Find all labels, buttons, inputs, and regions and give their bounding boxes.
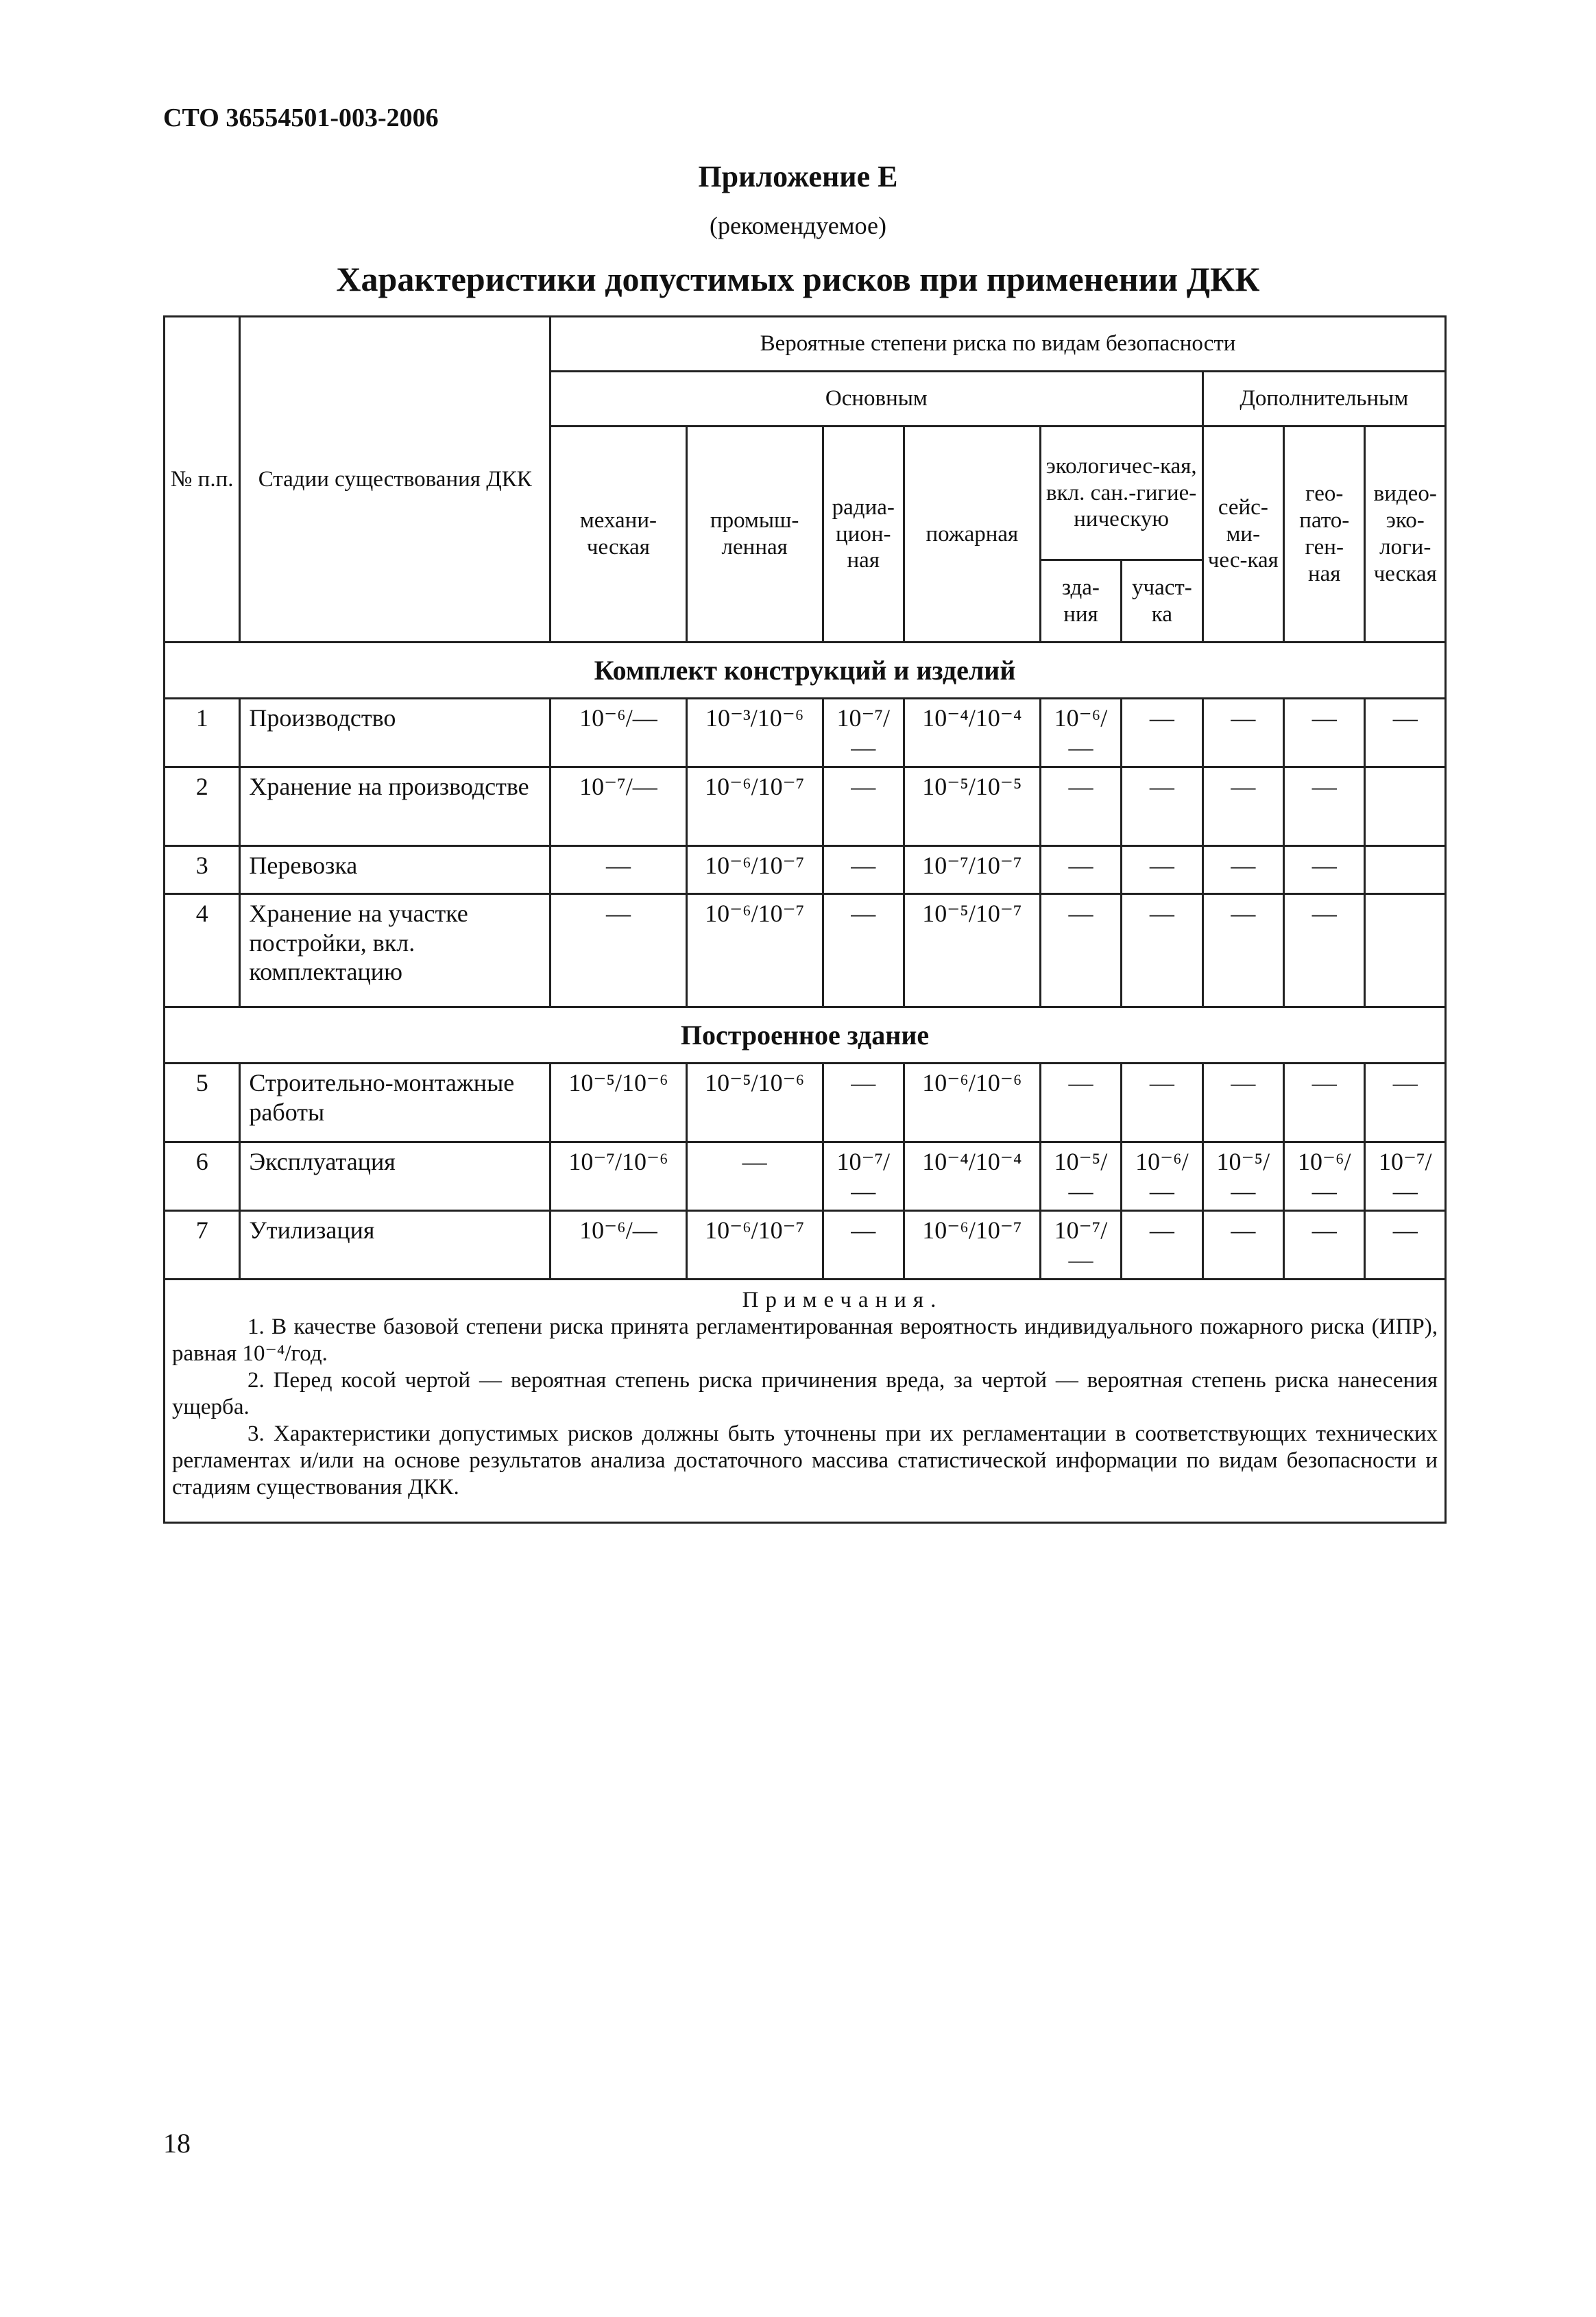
risk-cell: — [823, 1211, 904, 1280]
header-num: № п.п. [165, 317, 240, 643]
risk-cell: 10⁻⁷/10⁻⁶ [551, 1142, 687, 1211]
risk-cell: 10⁻⁶/— [1040, 699, 1121, 767]
risk-cell: 10⁻⁶/10⁻⁷ [686, 846, 823, 894]
header-fire: пожарная [904, 427, 1040, 643]
risk-cell: — [1284, 846, 1365, 894]
header-prom: промыш-ленная [686, 427, 823, 643]
row-number: 5 [165, 1064, 240, 1142]
risk-cell: 10⁻⁷/— [823, 1142, 904, 1211]
risk-cell: 10⁻⁷/10⁻⁷ [904, 846, 1040, 894]
risk-cell: — [1122, 1064, 1202, 1142]
risk-cell: — [1284, 767, 1365, 846]
risk-cell: — [1040, 767, 1121, 846]
section-title: Комплект конструкций и изделий [165, 643, 1446, 699]
notes-title: Примечания. [742, 1288, 943, 1313]
risk-cell: 10⁻⁶/— [551, 699, 687, 767]
risk-cell: 10⁻⁶/10⁻⁷ [904, 1211, 1040, 1280]
risk-cell: — [1122, 767, 1202, 846]
risk-cell: — [1202, 894, 1283, 1007]
header-stage: Стадии существования ДКК [240, 317, 551, 643]
header-rad: радиа-цион-ная [823, 427, 904, 643]
risk-cell: 10⁻⁷/— [823, 699, 904, 767]
row-stage: Строительно-монтажные работы [240, 1064, 551, 1142]
row-stage: Хранение на участке постройки, вкл. комплектацию [240, 894, 551, 1007]
risk-cell: — [1202, 767, 1283, 846]
header-mech: механи-ческая [551, 427, 687, 643]
risk-cell [1365, 894, 1446, 1007]
risk-cell: — [823, 846, 904, 894]
risk-cell: 10⁻⁴/10⁻⁴ [904, 699, 1040, 767]
risk-cell: 10⁻⁶/10⁻⁷ [686, 1211, 823, 1280]
risk-cell: — [1365, 1064, 1446, 1142]
risk-cell: — [1284, 894, 1365, 1007]
note-item: 1. В качестве базовой степени риска принята регламентированная вероятность индивидуального пожарного риска (ИПР), равная 10⁻⁴/год. [172, 1314, 1438, 1367]
header-video: видео-эко-логи-ческая [1365, 427, 1446, 643]
risk-cell: — [1202, 699, 1283, 767]
table-row [165, 1142, 1446, 1211]
risk-cell: — [1122, 699, 1202, 767]
section-title: Построенное здание [165, 1007, 1446, 1064]
risk-cell: 10⁻⁷/— [551, 767, 687, 846]
risk-cell: 10⁻⁷/— [1365, 1142, 1446, 1211]
header-main: Основным [551, 372, 1203, 427]
risk-cell: — [823, 894, 904, 1007]
note-item: 3. Характеристики допустимых рисков должны быть уточнены при их регламентации в соответствующих технических регламентах и/или на основе результатов анализа достаточного массива статистической информации по видам безопасности и стадиям существования ДКК. [172, 1421, 1438, 1500]
row-number: 2 [165, 767, 240, 846]
risk-cell: — [1040, 894, 1121, 1007]
risk-cell: 10⁻⁶/10⁻⁶ [904, 1064, 1040, 1142]
risk-cell: 10⁻⁶/10⁻⁷ [686, 767, 823, 846]
row-stage: Эксплуатация [240, 1142, 551, 1211]
risk-cell: — [1040, 1064, 1121, 1142]
header-geo: гео-пато-ген-ная [1284, 427, 1365, 643]
row-stage: Производство [240, 699, 551, 767]
risk-cell: — [1365, 1211, 1446, 1280]
row-number: 6 [165, 1142, 240, 1211]
risk-cell [1365, 846, 1446, 894]
risk-cell: — [1122, 894, 1202, 1007]
appendix-title: Приложение Е [698, 160, 898, 193]
risk-cell: 10⁻⁶/— [551, 1211, 687, 1280]
header-eco-building: зда-ния [1040, 560, 1121, 643]
risk-cell: 10⁻⁵/10⁻⁷ [904, 894, 1040, 1007]
header-additional: Дополнительным [1202, 372, 1445, 427]
risk-cell: 10⁻⁷/— [1040, 1211, 1121, 1280]
header-eco: экологичес-кая, вкл. сан.-гигие-ническую [1040, 427, 1202, 560]
header-group: Вероятные степени риска по видам безопасности [551, 317, 1446, 372]
risk-cell: — [686, 1142, 823, 1211]
risk-cell: — [823, 1064, 904, 1142]
risk-cell: 10⁻⁵/— [1202, 1142, 1283, 1211]
risk-cell: — [823, 767, 904, 846]
risk-cell: 10⁻⁴/10⁻⁴ [904, 1142, 1040, 1211]
row-number: 1 [165, 699, 240, 767]
risk-cell: — [1122, 846, 1202, 894]
risk-cell: — [551, 894, 687, 1007]
note-item: 2. Перед косой чертой — вероятная степень риска причинения вреда, за чертой — вероятная степень риска нанесения ущерба. [172, 1368, 1438, 1419]
risk-cell [1365, 767, 1446, 846]
risk-cell: 10⁻⁶/— [1122, 1142, 1202, 1211]
risk-cell: — [1122, 1211, 1202, 1280]
row-stage: Утилизация [240, 1211, 551, 1280]
risk-cell: 10⁻⁵/— [1040, 1142, 1121, 1211]
table-row [165, 894, 1446, 1007]
risk-cell: — [1040, 846, 1121, 894]
risk-cell: 10⁻⁵/10⁻⁵ [904, 767, 1040, 846]
document-code: СТО 36554501-003-2006 [163, 104, 439, 132]
table-row [165, 699, 1446, 767]
notes-block [165, 1280, 1446, 1523]
row-stage: Хранение на производстве [240, 767, 551, 846]
header-eco-site: участ-ка [1122, 560, 1202, 643]
risk-cell: — [1284, 1211, 1365, 1280]
appendix-subtitle: (рекомендуемое) [710, 212, 886, 239]
risk-cell: — [1365, 699, 1446, 767]
risk-cell: — [1202, 846, 1283, 894]
risk-cell: — [1284, 699, 1365, 767]
risk-cell: 10⁻⁶/10⁻⁷ [686, 894, 823, 1007]
row-stage: Перевозка [240, 846, 551, 894]
risk-cell: 10⁻³/10⁻⁶ [686, 699, 823, 767]
table-row [165, 846, 1446, 894]
table-row [165, 1064, 1446, 1142]
risk-cell: — [1202, 1064, 1283, 1142]
table-row [165, 767, 1446, 846]
risk-cell: — [551, 846, 687, 894]
row-number: 7 [165, 1211, 240, 1280]
header-seis: сейс-ми-чес-кая [1202, 427, 1283, 643]
risk-cell: — [1202, 1211, 1283, 1280]
risk-cell: 10⁻⁶/— [1284, 1142, 1365, 1211]
risk-table [163, 315, 1447, 1524]
page-title: Характеристики допустимых рисков при применении ДКК [336, 260, 1260, 298]
risk-cell: 10⁻⁵/10⁻⁶ [686, 1064, 823, 1142]
table-row [165, 1211, 1446, 1280]
row-number: 3 [165, 846, 240, 894]
risk-cell: 10⁻⁵/10⁻⁶ [551, 1064, 687, 1142]
row-number: 4 [165, 894, 240, 1007]
risk-cell: — [1284, 1064, 1365, 1142]
page-number: 18 [163, 2128, 191, 2159]
